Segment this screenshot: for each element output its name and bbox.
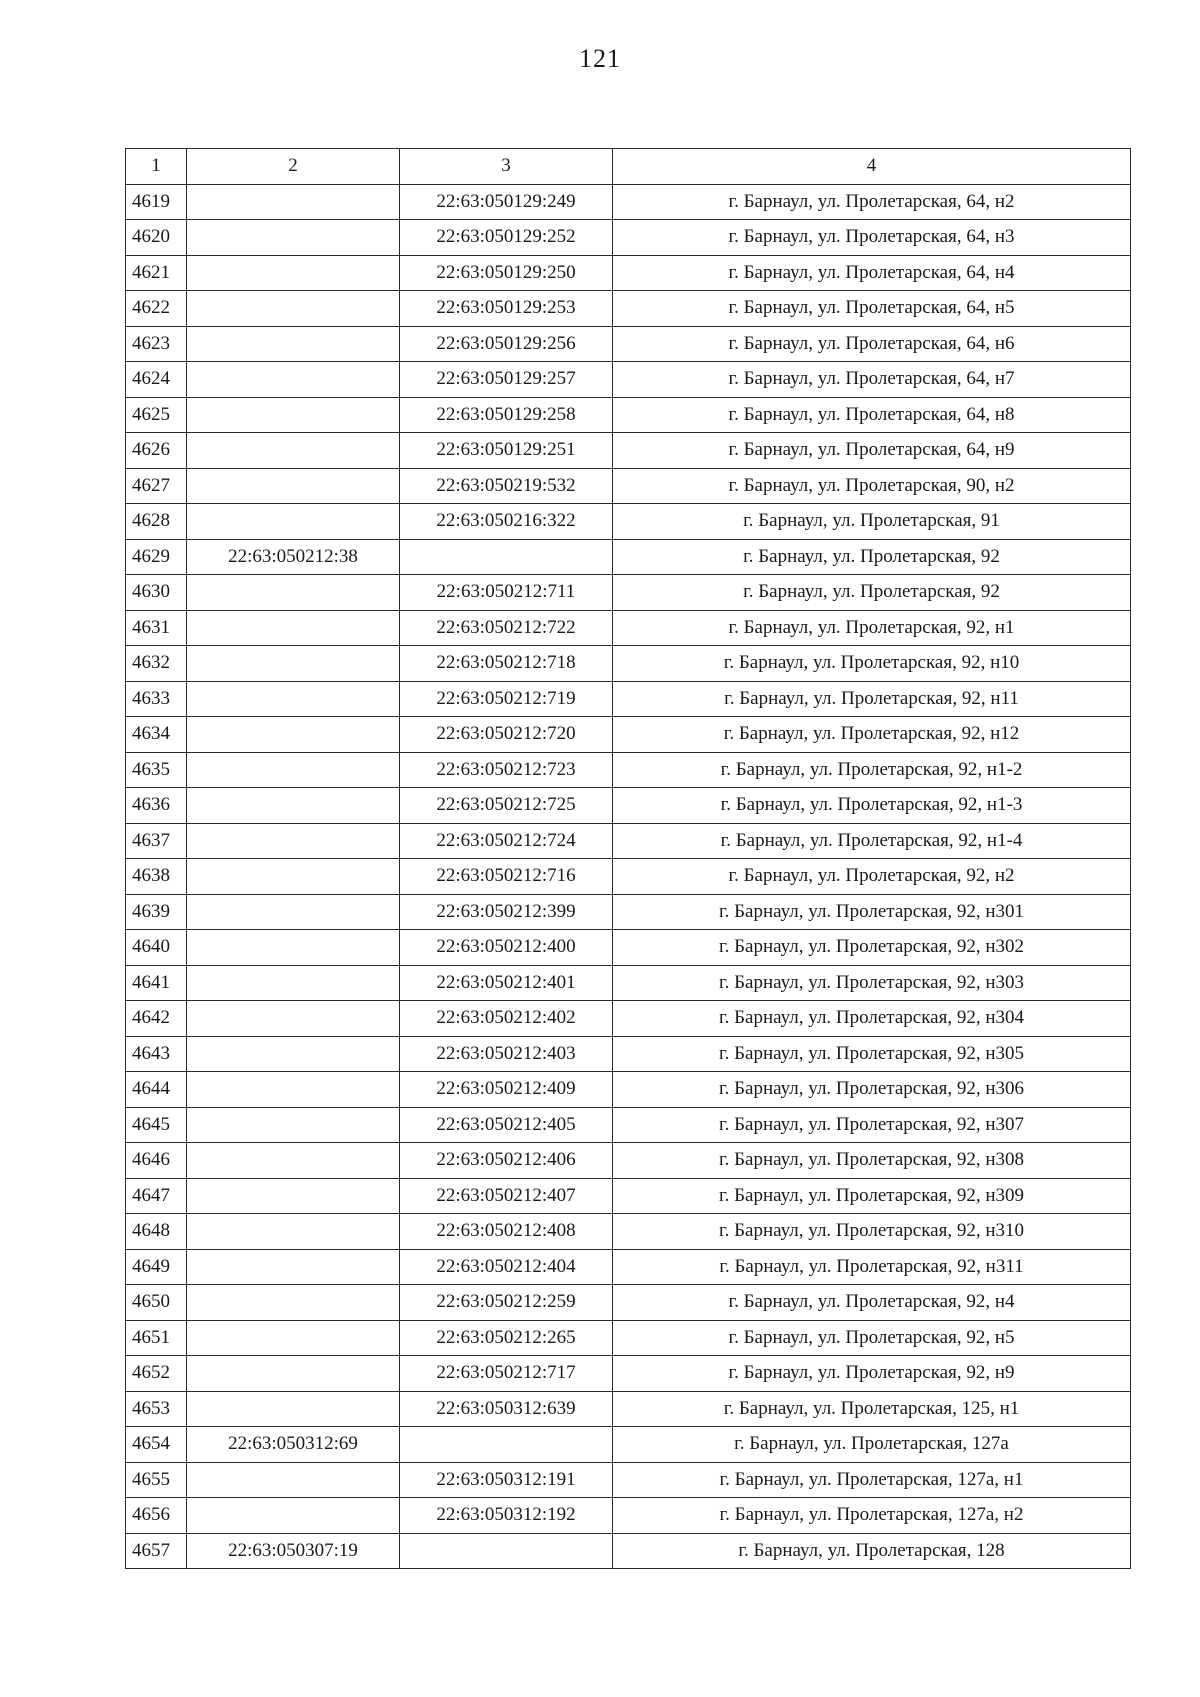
cadastral-number-cell xyxy=(187,1143,400,1179)
table-row xyxy=(126,1143,1131,1179)
cadastral-number-cell xyxy=(187,717,400,753)
table-body xyxy=(126,184,1131,1569)
table-row xyxy=(126,1249,1131,1285)
object-number-cell: 22:63:050212:409 xyxy=(400,1072,613,1108)
address-cell: г. Барнаул, ул. Пролетарская, 92, н302 xyxy=(613,930,1131,966)
object-number-cell: 22:63:050129:253 xyxy=(400,291,613,327)
table-row xyxy=(126,1036,1131,1072)
cadastral-number-cell xyxy=(187,1178,400,1214)
table-row xyxy=(126,646,1131,682)
address-cell: г. Барнаул, ул. Пролетарская, 92, н1 xyxy=(613,610,1131,646)
cadastral-number-cell xyxy=(187,468,400,504)
address-cell: г. Барнаул, ул. Пролетарская, 92 xyxy=(613,575,1131,611)
address-cell: г. Барнаул, ул. Пролетарская, 92, н12 xyxy=(613,717,1131,753)
address-cell: г. Барнаул, ул. Пролетарская, 92, н5 xyxy=(613,1320,1131,1356)
object-number-cell: 22:63:050129:256 xyxy=(400,326,613,362)
address-cell: г. Барнаул, ул. Пролетарская, 92, н304 xyxy=(613,1001,1131,1037)
object-number-cell: 22:63:050212:723 xyxy=(400,752,613,788)
table-row xyxy=(126,539,1131,575)
row-number-cell: 4652 xyxy=(126,1356,187,1392)
column-header-4: 4 xyxy=(613,149,1131,185)
cadastral-number-cell xyxy=(187,788,400,824)
cadastral-number-cell xyxy=(187,184,400,220)
table-row xyxy=(126,433,1131,469)
row-number-cell: 4655 xyxy=(126,1462,187,1498)
registry-table xyxy=(125,148,1131,1569)
cadastral-number-cell xyxy=(187,362,400,398)
address-cell: г. Барнаул, ул. Пролетарская, 91 xyxy=(613,504,1131,540)
row-number-cell: 4633 xyxy=(126,681,187,717)
row-number-cell: 4657 xyxy=(126,1533,187,1569)
address-cell: г. Барнаул, ул. Пролетарская, 92 xyxy=(613,539,1131,575)
table-row xyxy=(126,1462,1131,1498)
cadastral-number-cell xyxy=(187,1001,400,1037)
object-number-cell: 22:63:050212:716 xyxy=(400,859,613,895)
cadastral-number-cell xyxy=(187,1285,400,1321)
object-number-cell: 22:63:050216:322 xyxy=(400,504,613,540)
object-number-cell: 22:63:050212:265 xyxy=(400,1320,613,1356)
object-number-cell: 22:63:050129:250 xyxy=(400,255,613,291)
table-row xyxy=(126,575,1131,611)
object-number-cell: 22:63:050212:407 xyxy=(400,1178,613,1214)
table-row xyxy=(126,788,1131,824)
row-number-cell: 4638 xyxy=(126,859,187,895)
address-cell: г. Барнаул, ул. Пролетарская, 92, н310 xyxy=(613,1214,1131,1250)
object-number-cell: 22:63:050312:639 xyxy=(400,1391,613,1427)
row-number-cell: 4642 xyxy=(126,1001,187,1037)
cadastral-number-cell xyxy=(187,1391,400,1427)
table-row xyxy=(126,1214,1131,1250)
object-number-cell: 22:63:050212:725 xyxy=(400,788,613,824)
table-row xyxy=(126,823,1131,859)
table-row xyxy=(126,859,1131,895)
address-cell: г. Барнаул, ул. Пролетарская, 90, н2 xyxy=(613,468,1131,504)
address-cell: г. Барнаул, ул. Пролетарская, 127а xyxy=(613,1427,1131,1463)
table-row xyxy=(126,610,1131,646)
address-cell: г. Барнаул, ул. Пролетарская, 128 xyxy=(613,1533,1131,1569)
address-cell: г. Барнаул, ул. Пролетарская, 92, н4 xyxy=(613,1285,1131,1321)
object-number-cell: 22:63:050212:724 xyxy=(400,823,613,859)
object-number-cell: 22:63:050212:259 xyxy=(400,1285,613,1321)
row-number-cell: 4637 xyxy=(126,823,187,859)
address-cell: г. Барнаул, ул. Пролетарская, 92, н1-4 xyxy=(613,823,1131,859)
table-row xyxy=(126,1285,1131,1321)
address-cell: г. Барнаул, ул. Пролетарская, 92, н9 xyxy=(613,1356,1131,1392)
address-cell: г. Барнаул, ул. Пролетарская, 92, н311 xyxy=(613,1249,1131,1285)
table-row xyxy=(126,1320,1131,1356)
address-cell: г. Барнаул, ул. Пролетарская, 64, н6 xyxy=(613,326,1131,362)
table-row xyxy=(126,468,1131,504)
address-cell: г. Барнаул, ул. Пролетарская, 92, н306 xyxy=(613,1072,1131,1108)
row-number-cell: 4653 xyxy=(126,1391,187,1427)
address-cell: г. Барнаул, ул. Пролетарская, 92, н10 xyxy=(613,646,1131,682)
row-number-cell: 4627 xyxy=(126,468,187,504)
object-number-cell: 22:63:050212:402 xyxy=(400,1001,613,1037)
address-cell: г. Барнаул, ул. Пролетарская, 92, н309 xyxy=(613,1178,1131,1214)
object-number-cell: 22:63:050212:717 xyxy=(400,1356,613,1392)
table-row xyxy=(126,1533,1131,1569)
cadastral-number-cell xyxy=(187,1356,400,1392)
address-cell: г. Барнаул, ул. Пролетарская, 127а, н2 xyxy=(613,1498,1131,1534)
table-row xyxy=(126,184,1131,220)
row-number-cell: 4650 xyxy=(126,1285,187,1321)
address-cell: г. Барнаул, ул. Пролетарская, 64, н3 xyxy=(613,220,1131,256)
cadastral-number-cell: 22:63:050212:38 xyxy=(187,539,400,575)
table-row xyxy=(126,220,1131,256)
object-number-cell: 22:63:050129:249 xyxy=(400,184,613,220)
column-header-2: 2 xyxy=(187,149,400,185)
cadastral-number-cell xyxy=(187,1036,400,1072)
object-number-cell: 22:63:050212:403 xyxy=(400,1036,613,1072)
table-row xyxy=(126,965,1131,1001)
row-number-cell: 4622 xyxy=(126,291,187,327)
table-row xyxy=(126,894,1131,930)
row-number-cell: 4623 xyxy=(126,326,187,362)
table-row xyxy=(126,1356,1131,1392)
row-number-cell: 4636 xyxy=(126,788,187,824)
cadastral-number-cell xyxy=(187,1249,400,1285)
object-number-cell: 22:63:050312:191 xyxy=(400,1462,613,1498)
address-cell: г. Барнаул, ул. Пролетарская, 64, н8 xyxy=(613,397,1131,433)
table-row xyxy=(126,1391,1131,1427)
table-row xyxy=(126,397,1131,433)
table-row xyxy=(126,504,1131,540)
object-number-cell: 22:63:050212:399 xyxy=(400,894,613,930)
object-number-cell: 22:63:050212:711 xyxy=(400,575,613,611)
table-row xyxy=(126,291,1131,327)
cadastral-number-cell xyxy=(187,504,400,540)
address-cell: г. Барнаул, ул. Пролетарская, 92, н305 xyxy=(613,1036,1131,1072)
object-number-cell: 22:63:050212:720 xyxy=(400,717,613,753)
cadastral-number-cell xyxy=(187,1462,400,1498)
cadastral-number-cell xyxy=(187,646,400,682)
cadastral-number-cell xyxy=(187,255,400,291)
cadastral-number-cell xyxy=(187,575,400,611)
row-number-cell: 4630 xyxy=(126,575,187,611)
row-number-cell: 4626 xyxy=(126,433,187,469)
address-cell: г. Барнаул, ул. Пролетарская, 92, н308 xyxy=(613,1143,1131,1179)
cadastral-number-cell xyxy=(187,326,400,362)
object-number-cell: 22:63:050212:401 xyxy=(400,965,613,1001)
table-row xyxy=(126,717,1131,753)
cadastral-number-cell xyxy=(187,291,400,327)
table-row xyxy=(126,362,1131,398)
row-number-cell: 4634 xyxy=(126,717,187,753)
address-cell: г. Барнаул, ул. Пролетарская, 92, н1-3 xyxy=(613,788,1131,824)
table-row xyxy=(126,1498,1131,1534)
row-number-cell: 4656 xyxy=(126,1498,187,1534)
cadastral-number-cell xyxy=(187,965,400,1001)
cadastral-number-cell xyxy=(187,1072,400,1108)
object-number-cell: 22:63:050129:257 xyxy=(400,362,613,398)
address-cell: г. Барнаул, ул. Пролетарская, 92, н1-2 xyxy=(613,752,1131,788)
page-number: 121 xyxy=(579,44,621,73)
object-number-cell: 22:63:050129:251 xyxy=(400,433,613,469)
cadastral-number-cell xyxy=(187,610,400,646)
row-number-cell: 4647 xyxy=(126,1178,187,1214)
header-row xyxy=(126,149,1131,185)
object-number-cell xyxy=(400,539,613,575)
row-number-cell: 4629 xyxy=(126,539,187,575)
object-number-cell xyxy=(400,1427,613,1463)
cadastral-number-cell: 22:63:050312:69 xyxy=(187,1427,400,1463)
address-cell: г. Барнаул, ул. Пролетарская, 64, н4 xyxy=(613,255,1131,291)
cadastral-number-cell xyxy=(187,1320,400,1356)
row-number-cell: 4620 xyxy=(126,220,187,256)
row-number-cell: 4644 xyxy=(126,1072,187,1108)
row-number-cell: 4654 xyxy=(126,1427,187,1463)
cadastral-number-cell xyxy=(187,859,400,895)
table-row xyxy=(126,681,1131,717)
cadastral-number-cell xyxy=(187,433,400,469)
object-number-cell: 22:63:050129:258 xyxy=(400,397,613,433)
address-cell: г. Барнаул, ул. Пролетарская, 92, н11 xyxy=(613,681,1131,717)
cadastral-number-cell xyxy=(187,1498,400,1534)
table-row xyxy=(126,1001,1131,1037)
row-number-cell: 4645 xyxy=(126,1107,187,1143)
row-number-cell: 4646 xyxy=(126,1143,187,1179)
cadastral-number-cell xyxy=(187,752,400,788)
object-number-cell: 22:63:050212:405 xyxy=(400,1107,613,1143)
row-number-cell: 4624 xyxy=(126,362,187,398)
column-header-3: 3 xyxy=(400,149,613,185)
address-cell: г. Барнаул, ул. Пролетарская, 64, н5 xyxy=(613,291,1131,327)
address-cell: г. Барнаул, ул. Пролетарская, 64, н2 xyxy=(613,184,1131,220)
object-number-cell: 22:63:050129:252 xyxy=(400,220,613,256)
address-cell: г. Барнаул, ул. Пролетарская, 127а, н1 xyxy=(613,1462,1131,1498)
address-cell: г. Барнаул, ул. Пролетарская, 64, н9 xyxy=(613,433,1131,469)
row-number-cell: 4628 xyxy=(126,504,187,540)
address-cell: г. Барнаул, ул. Пролетарская, 125, н1 xyxy=(613,1391,1131,1427)
address-cell: г. Барнаул, ул. Пролетарская, 92, н301 xyxy=(613,894,1131,930)
table-row xyxy=(126,930,1131,966)
table-row xyxy=(126,255,1131,291)
row-number-cell: 4635 xyxy=(126,752,187,788)
address-cell: г. Барнаул, ул. Пролетарская, 92, н303 xyxy=(613,965,1131,1001)
table-row xyxy=(126,326,1131,362)
row-number-cell: 4649 xyxy=(126,1249,187,1285)
row-number-cell: 4640 xyxy=(126,930,187,966)
cadastral-number-cell xyxy=(187,681,400,717)
column-header-1: 1 xyxy=(126,149,187,185)
cadastral-number-cell xyxy=(187,397,400,433)
object-number-cell: 22:63:050212:408 xyxy=(400,1214,613,1250)
address-cell: г. Барнаул, ул. Пролетарская, 64, н7 xyxy=(613,362,1131,398)
object-number-cell: 22:63:050212:719 xyxy=(400,681,613,717)
row-number-cell: 4641 xyxy=(126,965,187,1001)
table-row xyxy=(126,1107,1131,1143)
object-number-cell: 22:63:050212:400 xyxy=(400,930,613,966)
row-number-cell: 4651 xyxy=(126,1320,187,1356)
cadastral-number-cell: 22:63:050307:19 xyxy=(187,1533,400,1569)
row-number-cell: 4625 xyxy=(126,397,187,433)
cadastral-number-cell xyxy=(187,220,400,256)
row-number-cell: 4619 xyxy=(126,184,187,220)
address-cell: г. Барнаул, ул. Пролетарская, 92, н2 xyxy=(613,859,1131,895)
table-row xyxy=(126,1178,1131,1214)
cadastral-number-cell xyxy=(187,1107,400,1143)
table-header xyxy=(126,149,1131,185)
table-row xyxy=(126,752,1131,788)
cadastral-number-cell xyxy=(187,823,400,859)
object-number-cell: 22:63:050212:406 xyxy=(400,1143,613,1179)
table-row xyxy=(126,1072,1131,1108)
row-number-cell: 4648 xyxy=(126,1214,187,1250)
row-number-cell: 4632 xyxy=(126,646,187,682)
object-number-cell: 22:63:050212:722 xyxy=(400,610,613,646)
table-row xyxy=(126,1427,1131,1463)
address-cell: г. Барнаул, ул. Пролетарская, 92, н307 xyxy=(613,1107,1131,1143)
row-number-cell: 4631 xyxy=(126,610,187,646)
cadastral-number-cell xyxy=(187,930,400,966)
row-number-cell: 4643 xyxy=(126,1036,187,1072)
row-number-cell: 4639 xyxy=(126,894,187,930)
object-number-cell: 22:63:050219:532 xyxy=(400,468,613,504)
cadastral-number-cell xyxy=(187,894,400,930)
object-number-cell: 22:63:050312:192 xyxy=(400,1498,613,1534)
cadastral-number-cell xyxy=(187,1214,400,1250)
object-number-cell: 22:63:050212:404 xyxy=(400,1249,613,1285)
row-number-cell: 4621 xyxy=(126,255,187,291)
object-number-cell xyxy=(400,1533,613,1569)
object-number-cell: 22:63:050212:718 xyxy=(400,646,613,682)
